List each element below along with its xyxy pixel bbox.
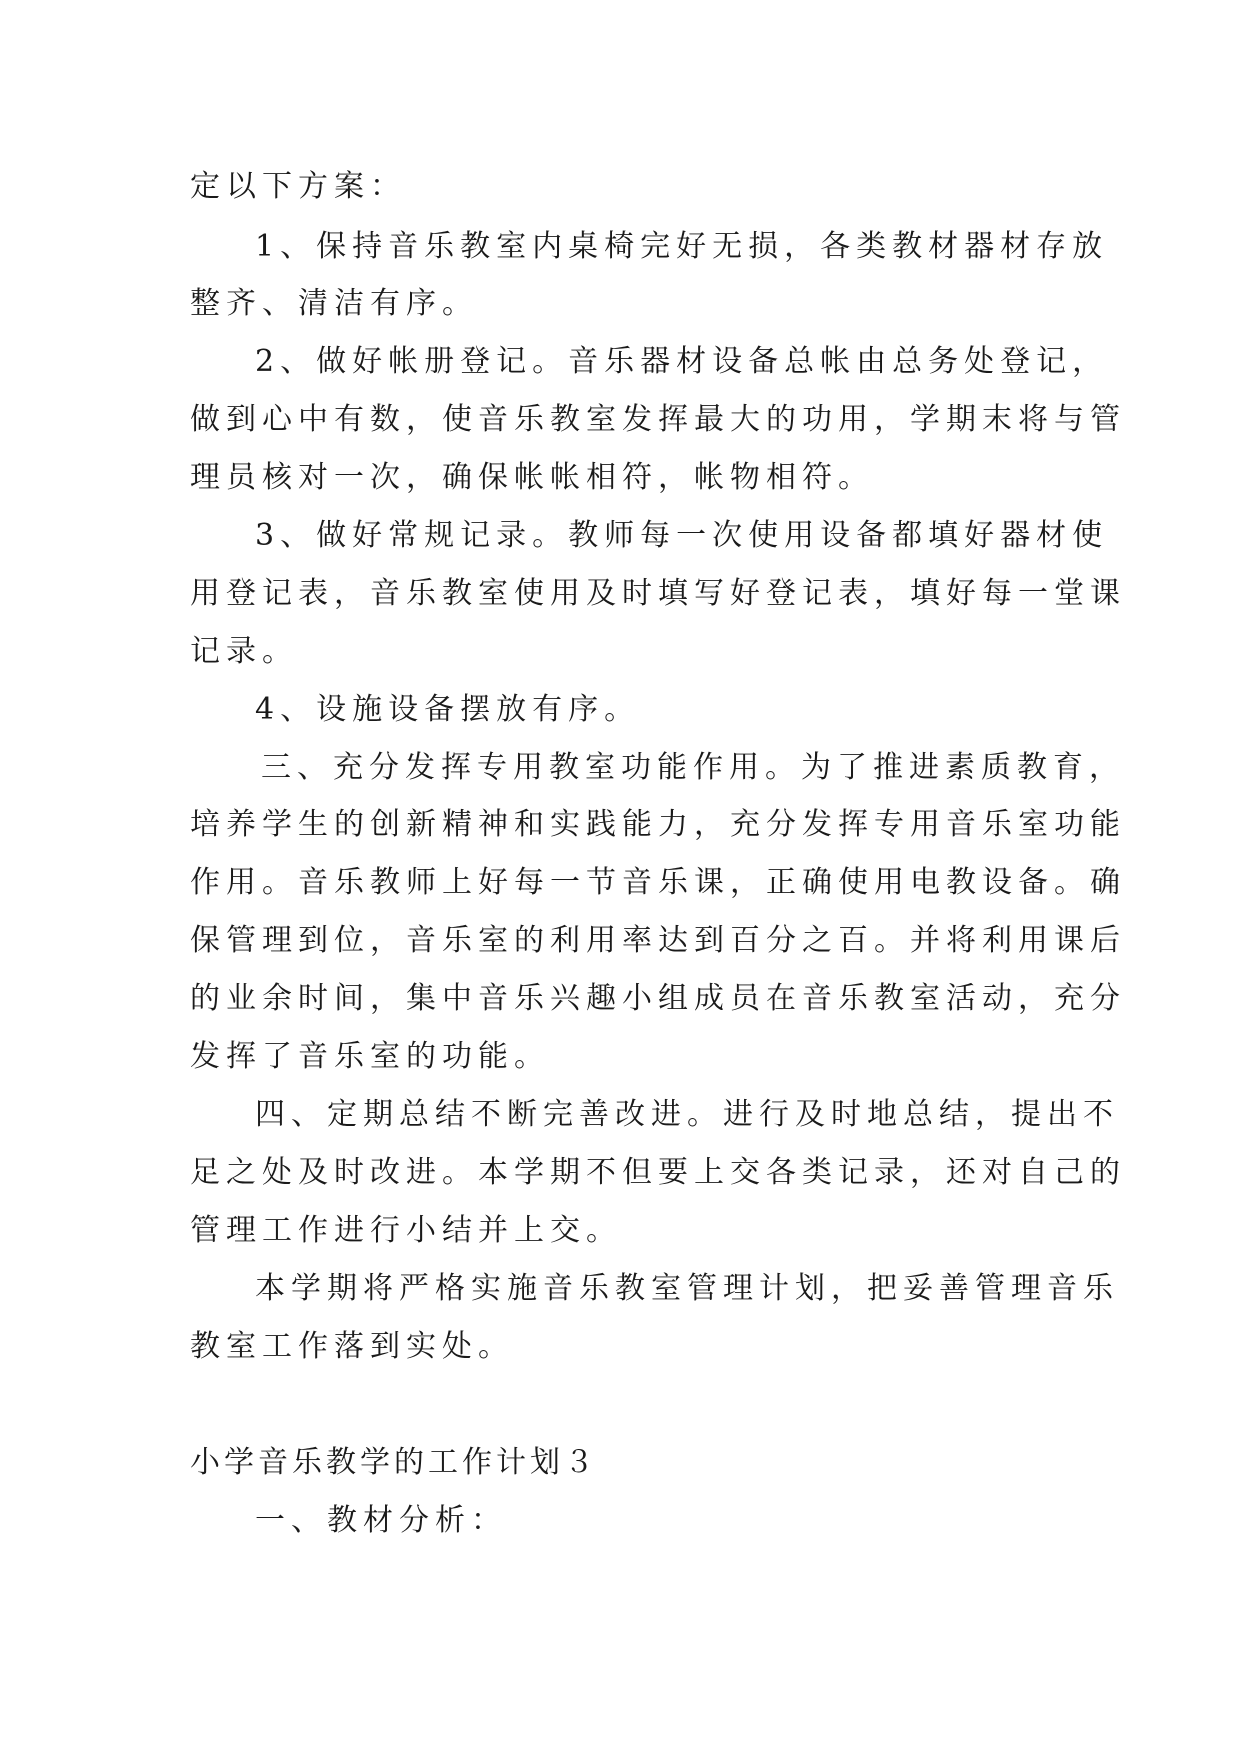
text-line: 四、定期总结不断完善改进。进行及时地总结，提出不 xyxy=(255,1097,1119,1132)
text-line: 管理工作进行小结并上交。 xyxy=(190,1213,622,1248)
text-line: 4、设施设备摆放有序。 xyxy=(255,692,641,727)
text-line: 本学期将严格实施音乐教室管理计划，把妥善管理音乐 xyxy=(255,1271,1119,1306)
text-line: 2、做好帐册登记。音乐器材设备总帐由总务处登记， xyxy=(255,344,1109,379)
text-line: 足之处及时改进。本学期不但要上交各类记录，还对自己的 xyxy=(190,1155,1126,1190)
text-line: 做到心中有数，使音乐教室发挥最大的功用，学期末将与管 xyxy=(190,402,1126,437)
text-line: 理员核对一次，确保帐帐相符，帐物相符。 xyxy=(190,460,874,495)
text-line: 保管理到位，音乐室的利用率达到百分之百。并将利用课后 xyxy=(190,923,1126,958)
text-line: 用登记表，音乐教室使用及时填写好登记表，填好每一堂课 xyxy=(190,576,1126,611)
text-line: 教室工作落到实处。 xyxy=(190,1329,514,1364)
text-line: 定以下方案： xyxy=(190,169,406,204)
text-line: 一、教材分析： xyxy=(255,1503,507,1538)
text-line: 三、充分发挥专用教室功能作用。为了推进素质教育， xyxy=(261,750,1125,785)
text-line: 记录。 xyxy=(190,634,298,669)
text-line: 发挥了音乐室的功能。 xyxy=(190,1039,550,1074)
text-line: 作用。音乐教师上好每一节音乐课，正确使用电教设备。确 xyxy=(190,865,1126,900)
text-line: 3、做好常规记录。教师每一次使用设备都填好器材使 xyxy=(255,518,1109,553)
text-line: 培养学生的创新精神和实践能力，充分发挥专用音乐室功能 xyxy=(190,807,1126,842)
text-line: 1、保持音乐教室内桌椅完好无损，各类教材器材存放 xyxy=(255,229,1109,264)
text-line: 整齐、清洁有序。 xyxy=(190,286,478,321)
text-line: 的业余时间，集中音乐兴趣小组成员在音乐教室活动，充分 xyxy=(190,981,1126,1016)
section-heading: 小学音乐教学的工作计划３ xyxy=(190,1445,598,1480)
